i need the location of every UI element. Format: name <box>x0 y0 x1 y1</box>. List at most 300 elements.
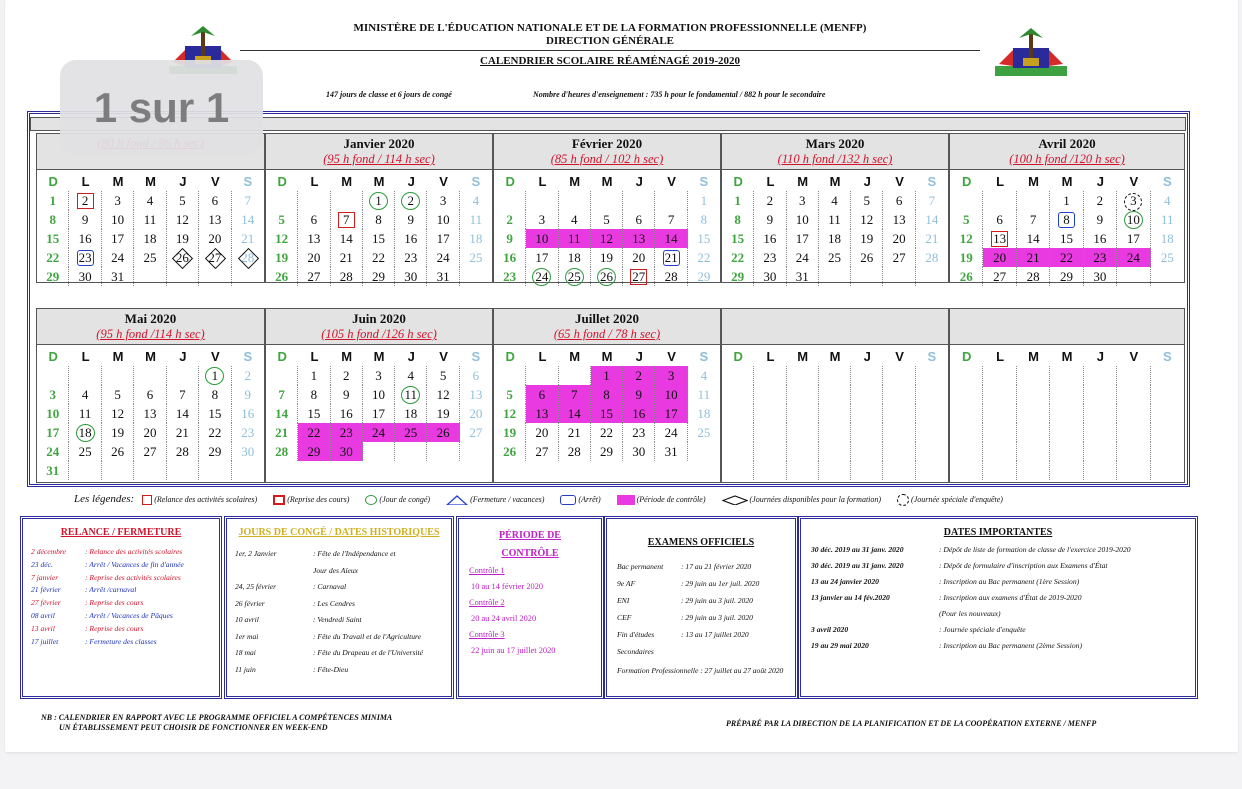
day-cell <box>69 423 101 442</box>
month-panel-decembre-2019 <box>36 133 265 283</box>
weekday-header: M <box>373 349 385 364</box>
day-cell: 30 <box>1084 267 1117 286</box>
day-cell <box>754 404 786 423</box>
day-cell: 13 <box>526 404 558 423</box>
day-cell <box>69 248 101 267</box>
holiday-circle-marker: 25 <box>565 268 584 286</box>
training-day-marker: 27 <box>206 249 224 267</box>
day-cell <box>460 267 492 286</box>
day-cell <box>819 423 851 442</box>
day-cell <box>526 191 558 210</box>
day-cell: 15 <box>722 229 754 248</box>
day-cell <box>1117 191 1150 210</box>
day-cell: 1 <box>700 193 708 208</box>
day-cell: 28 <box>167 442 199 461</box>
holiday-circle-marker: 26 <box>597 268 616 286</box>
weekday-header: J <box>635 174 643 189</box>
day-cell: 16 <box>395 229 427 248</box>
day-cell: 9 <box>754 210 786 229</box>
day-cell: 11 <box>69 404 101 423</box>
month-hours: (105 h fond /126 h sec) <box>321 327 437 341</box>
day-cell <box>167 248 199 267</box>
month-name: Juillet 2020 <box>575 311 639 326</box>
day-cell <box>1151 423 1184 442</box>
weekday-header: D <box>962 349 972 364</box>
day-cell: 9 <box>1084 210 1117 229</box>
month-name: Juin 2020 <box>352 311 406 326</box>
day-cell: 28 <box>331 267 363 286</box>
weekday-header: M <box>569 349 581 364</box>
day-cell: 17 <box>787 229 819 248</box>
control-link[interactable]: Contrôle 3 <box>469 630 505 639</box>
day-cell <box>199 461 231 480</box>
day-cell <box>722 423 754 442</box>
day-cell <box>983 423 1016 442</box>
day-cell <box>754 423 786 442</box>
day-cell: 12 <box>494 404 526 423</box>
day-cell: 4 <box>134 191 166 210</box>
info-row: Jour des Aïeux <box>313 565 358 575</box>
day-cell <box>851 442 883 461</box>
weekday-header: M <box>1061 349 1073 364</box>
day-cell: 10 <box>655 385 687 404</box>
day-cell: 2 <box>623 366 655 385</box>
day-cell: 4 <box>1164 193 1171 208</box>
day-cell: 1 <box>37 191 69 210</box>
info-row: 3 avril 2020 : Journée spéciale d'enquête <box>811 625 1026 634</box>
month-name: Mai 2020 <box>124 311 177 326</box>
day-cell: 24 <box>102 248 134 267</box>
month-title <box>950 134 1184 170</box>
day-cell <box>1050 385 1083 404</box>
weekday-header: M <box>373 174 385 189</box>
legend-item-reprise: (Reprise des cours) <box>273 495 349 505</box>
day-cell <box>916 366 948 385</box>
haiti-coat-of-arms-right <box>991 26 1071 82</box>
day-cell <box>950 461 983 480</box>
empty-month-panel <box>949 308 1185 483</box>
day-cell <box>883 404 915 423</box>
day-cell: 17 <box>102 229 134 248</box>
day-cell: 7 <box>167 385 199 404</box>
day-cell: 17 <box>1117 229 1150 248</box>
month-name: Janvier 2020 <box>343 136 415 151</box>
weekday-header: V <box>439 174 448 189</box>
day-cell <box>883 442 915 461</box>
day-cell <box>916 442 948 461</box>
day-cell: 4 <box>395 366 427 385</box>
relance-fermeture-box <box>20 516 222 699</box>
day-cell: 26 <box>102 442 134 461</box>
day-cell <box>1050 210 1083 229</box>
day-cell: 21 <box>331 248 363 267</box>
prepared-by: PRÉPARÉ PAR LA DIRECTION DE LA PLANIFICATION ET DE LA COOPÉRATION EXTERNE / MENFP <box>726 719 1097 728</box>
day-cell <box>1151 404 1184 423</box>
day-cell: 12 <box>851 210 883 229</box>
weekday-header: D <box>962 174 972 189</box>
day-cell: 29 <box>298 442 330 461</box>
day-cell: 13 <box>199 210 231 229</box>
day-cell: 5 <box>266 210 298 229</box>
weekday-header: S <box>1162 174 1172 189</box>
day-cell: 6 <box>623 210 655 229</box>
day-cell <box>1017 404 1050 423</box>
day-cell: 15 <box>1050 229 1083 248</box>
day-cell: 16 <box>623 404 655 423</box>
month-panel-fevrier-2020 <box>493 133 721 283</box>
holiday-circle-marker: 24 <box>532 268 551 286</box>
day-cell: 10 <box>427 210 459 229</box>
weekday-header: L <box>538 174 547 189</box>
day-cell: 29 <box>1050 267 1083 286</box>
weekday-header: S <box>927 349 937 364</box>
info-row: 27 février : Reprise des cours <box>31 598 144 608</box>
day-cell: 23 <box>494 267 526 286</box>
day-cell <box>427 442 459 461</box>
day-cell <box>1017 442 1050 461</box>
day-cell <box>1084 442 1117 461</box>
info-row: 10 avril : Vendredi Saint <box>235 615 362 624</box>
month-title <box>494 134 720 170</box>
day-cell <box>1050 461 1083 480</box>
day-cell <box>916 404 948 423</box>
weekday-header: S <box>243 349 253 364</box>
day-cell: 16 <box>754 229 786 248</box>
day-cell: 3 <box>102 191 134 210</box>
day-cell: 22 <box>298 423 330 442</box>
day-cell: 30 <box>623 442 655 461</box>
day-cell <box>69 461 101 480</box>
day-cell: 3 <box>787 191 819 210</box>
weekday-header: J <box>1096 174 1105 189</box>
day-cell: 14 <box>559 404 591 423</box>
day-cell <box>199 366 231 385</box>
holiday-circle-marker: 1 <box>205 367 224 385</box>
day-cell: 15 <box>363 229 395 248</box>
day-cell: 31 <box>102 267 134 286</box>
day-cell <box>983 366 1016 385</box>
month-title <box>722 134 948 170</box>
weekday-header: S <box>471 174 481 189</box>
legend-item-formation: (Journées disponibles pour la formation) <box>722 495 882 505</box>
day-cell <box>1151 366 1184 385</box>
conges-box <box>224 516 454 699</box>
day-cell: 30 <box>754 267 786 286</box>
info-row: 7 janvier : Reprise des activités scolaires <box>31 572 181 582</box>
day-cell <box>1050 404 1083 423</box>
day-cell: 4 <box>69 385 101 404</box>
weekday-header: M <box>1028 349 1039 364</box>
holiday-circle-marker: 1 <box>369 192 388 210</box>
day-cell: 18 <box>469 231 483 246</box>
day-cell: 7 <box>655 210 687 229</box>
day-cell <box>526 267 558 286</box>
day-cell: 29 <box>37 267 69 286</box>
day-cell: 12 <box>591 229 623 248</box>
day-cell: 7 <box>244 193 252 208</box>
month-panel-juin-2020 <box>265 308 493 483</box>
month-title <box>266 134 492 170</box>
day-cell <box>331 191 363 210</box>
day-cell: 10 <box>526 229 558 248</box>
day-cell <box>851 461 883 480</box>
info-row: 1er, 2 Janvier : Fête de l'Indépendance et <box>235 549 396 558</box>
day-cell <box>722 442 754 461</box>
day-cell: 7 <box>1017 210 1050 229</box>
day-cell <box>655 248 687 267</box>
day-cell <box>298 191 330 210</box>
day-cell <box>688 442 720 461</box>
info-row: 17 juillet : Fermeture des classes <box>31 636 157 646</box>
day-cell <box>787 385 819 404</box>
info-row: CEF : 29 juin au 3 juil. 2020 <box>617 613 753 622</box>
day-cell: 1 <box>298 366 330 385</box>
month-panel-juillet-2020 <box>493 308 721 483</box>
legend-item-controle: (Période de contrôle) <box>617 495 706 505</box>
weekday-header: V <box>1129 349 1139 364</box>
day-cell <box>754 442 786 461</box>
holiday-circle-marker: 10 <box>1124 211 1143 229</box>
day-cell: 6 <box>134 385 166 404</box>
weekday-header: D <box>505 174 515 189</box>
weekday-header: S <box>699 174 709 189</box>
legend-item-relance: (Relance des activités scolaires) <box>142 495 257 505</box>
day-cell: 30 <box>395 267 427 286</box>
legend-item-fermeture: (Fermeture / vacances) <box>446 495 544 505</box>
day-cell <box>851 267 883 286</box>
day-cell: 15 <box>697 231 711 246</box>
examens-footer: Formation Professionnelle : 27 juillet au 27 août 2020 <box>617 666 784 675</box>
month-panel-janvier-2020 <box>265 133 493 283</box>
day-cell <box>494 366 526 385</box>
day-cell: 24 <box>363 423 395 442</box>
day-cell: 16 <box>241 406 255 421</box>
day-cell: 19 <box>950 248 983 267</box>
day-cell: 10 <box>37 404 69 423</box>
day-cell: 24 <box>787 248 819 267</box>
weekday-header: M <box>569 174 581 189</box>
day-cell: 6 <box>526 385 558 404</box>
control-dates: 22 juin au 17 juillet 2020 <box>471 646 556 655</box>
day-cell: 2 <box>244 368 252 383</box>
day-cell: 12 <box>167 210 199 229</box>
day-cell: 4 <box>700 368 708 383</box>
teaching-hours-summary: Nombre d'heures d'enseignement : 735 h pour le fondamental / 882 h pour le secondaire <box>533 90 826 99</box>
day-cell: 14 <box>266 404 298 423</box>
day-cell: 15 <box>298 404 330 423</box>
day-cell: 22 <box>199 423 231 442</box>
day-cell: 15 <box>199 404 231 423</box>
weekday-header: V <box>439 349 448 364</box>
month-hours: (95 h fond / 114 h sec) <box>323 152 435 166</box>
day-cell <box>1084 461 1117 480</box>
weekday-header: S <box>1162 349 1172 364</box>
day-cell: 5 <box>591 210 623 229</box>
day-cell: 25 <box>134 248 166 267</box>
day-cell: 12 <box>427 385 459 404</box>
day-cell <box>950 191 983 210</box>
controle-title: PÉRIODE DE CONTRÔLE <box>499 530 561 559</box>
holiday-circle-marker: 18 <box>76 424 95 442</box>
day-cell: 21 <box>241 231 255 246</box>
day-cell <box>819 442 851 461</box>
day-cell: 8 <box>199 385 231 404</box>
day-cell: 10 <box>102 210 134 229</box>
weekday-header: J <box>1096 349 1105 364</box>
day-cell <box>266 366 298 385</box>
day-cell: 9 <box>244 387 252 402</box>
day-cell <box>851 404 883 423</box>
day-cell <box>363 442 395 461</box>
day-cell <box>851 423 883 442</box>
weekday-header: D <box>48 349 58 364</box>
day-cell <box>883 461 915 480</box>
day-cell <box>883 366 915 385</box>
day-cell: 8 <box>591 385 623 404</box>
resume-marker: 7 <box>338 212 355 228</box>
day-cell: 20 <box>134 423 166 442</box>
day-cell: 29 <box>722 267 754 286</box>
day-cell: 3 <box>526 210 558 229</box>
weekday-header: M <box>341 174 353 189</box>
day-cell: 27 <box>883 248 915 267</box>
day-cell: 21 <box>266 423 298 442</box>
day-cell <box>916 267 948 286</box>
info-row: 11 juin : Fête-Dieu <box>235 664 349 674</box>
day-cell: 17 <box>363 404 395 423</box>
day-cell: 7 <box>266 385 298 404</box>
day-cell <box>851 385 883 404</box>
info-row: 2 décembre : Relance des activités scolaires <box>31 547 183 556</box>
day-cell <box>983 442 1016 461</box>
weekday-header: J <box>635 349 643 364</box>
day-cell: 18 <box>1160 231 1174 246</box>
day-cell: 25 <box>819 248 851 267</box>
weekday-header: S <box>471 349 481 364</box>
day-cell: 30 <box>69 267 101 286</box>
day-cell <box>787 423 819 442</box>
day-cell: 20 <box>983 248 1016 267</box>
day-cell: 23 <box>754 248 786 267</box>
day-cell: 20 <box>199 229 231 248</box>
control-link[interactable]: Contrôle 2 <box>469 598 505 607</box>
day-cell: 10 <box>787 210 819 229</box>
day-cell <box>787 404 819 423</box>
weekday-header: L <box>996 349 1005 364</box>
day-cell: 26 <box>266 267 298 286</box>
day-cell: 20 <box>623 248 655 267</box>
month-hours: (85 h fond / 102 h sec) <box>550 152 664 166</box>
day-cell <box>1117 267 1150 286</box>
day-cell <box>167 366 199 385</box>
day-cell: 26 <box>427 423 459 442</box>
day-cell <box>983 229 1016 248</box>
legend-title: Les légendes: <box>74 493 135 505</box>
day-cell: 21 <box>167 423 199 442</box>
day-cell: 13 <box>883 210 915 229</box>
month-hours: (110 h fond /132 h sec) <box>777 152 893 166</box>
day-cell <box>819 461 851 480</box>
relance-title: RELANCE / FERMETURE <box>60 527 182 538</box>
day-cell <box>102 461 134 480</box>
day-cell: 14 <box>167 404 199 423</box>
weekday-header: M <box>112 174 124 189</box>
month-panel-mars-2020 <box>721 133 949 283</box>
day-cell: 12 <box>266 229 298 248</box>
examens-box <box>604 516 798 699</box>
resume-marker: 13 <box>993 231 1007 246</box>
day-cell: 25 <box>469 250 483 265</box>
legend-item-enquete: (Journée spéciale d'enquête) <box>897 494 1003 506</box>
day-cell: 9 <box>494 229 526 248</box>
info-row: (Pour les nouveaux) <box>939 609 1001 618</box>
day-cell: 31 <box>37 461 69 480</box>
day-cell: 12 <box>102 404 134 423</box>
holiday-circle-marker: 11 <box>401 386 420 404</box>
day-cell: 6 <box>983 210 1016 229</box>
weekday-header: M <box>797 349 809 364</box>
day-cell: 9 <box>331 385 363 404</box>
day-cell: 14 <box>1017 229 1050 248</box>
day-cell <box>722 366 754 385</box>
day-cell <box>266 191 298 210</box>
day-cell: 22 <box>591 423 623 442</box>
day-cell: 28 <box>559 442 591 461</box>
info-row: 21 février : Arrêt /carnaval <box>31 585 137 595</box>
day-cell <box>37 366 69 385</box>
day-cell <box>655 191 687 210</box>
weekday-header: L <box>81 174 90 189</box>
legend-item-arret: (Arrêt) <box>560 495 600 505</box>
day-cell <box>1050 423 1083 442</box>
info-row: 30 déc. 2019 au 31 janv. 2020 : Dépôt de liste de formation de classe de l'exercice 2019-2020 <box>811 545 1131 554</box>
info-row: Fin d'études Secondaires : 13 au 17 juillet 2020 <box>617 630 749 656</box>
control-link[interactable]: Contrôle 1 <box>469 566 505 575</box>
day-cell: 15 <box>591 404 623 423</box>
month-title <box>266 309 492 345</box>
day-cell: 8 <box>298 385 330 404</box>
holiday-circle-marker: 2 <box>401 192 420 210</box>
day-cell: 29 <box>591 442 623 461</box>
day-cell: 27 <box>526 442 558 461</box>
day-cell: 22 <box>722 248 754 267</box>
day-cell <box>232 248 264 267</box>
day-cell <box>494 191 526 210</box>
info-row: ENI : 29 juin au 3 juil. 2020 <box>617 596 753 605</box>
day-cell <box>134 461 166 480</box>
legend <box>74 493 1184 506</box>
day-cell <box>1117 423 1150 442</box>
examens-title: EXAMENS OFFICIELS <box>647 537 755 548</box>
day-cell <box>1117 366 1150 385</box>
day-cell: 22 <box>37 248 69 267</box>
weekday-header: V <box>895 174 904 189</box>
day-cell: 18 <box>819 229 851 248</box>
day-cell: 21 <box>1017 248 1050 267</box>
day-cell <box>787 461 819 480</box>
weekday-header: S <box>699 349 709 364</box>
day-cell: 23 <box>395 248 427 267</box>
day-cell: 28 <box>655 267 687 286</box>
day-cell: 14 <box>925 212 939 227</box>
page-count-badge: 1 sur 1 <box>60 60 263 155</box>
weekday-header: V <box>211 174 220 189</box>
empty-month-panel <box>721 308 949 483</box>
weekday-header: J <box>863 174 871 189</box>
school-days-summary: 147 jours de classe et 6 jours de congé <box>326 90 452 99</box>
day-cell <box>983 191 1016 210</box>
day-cell <box>623 267 655 286</box>
